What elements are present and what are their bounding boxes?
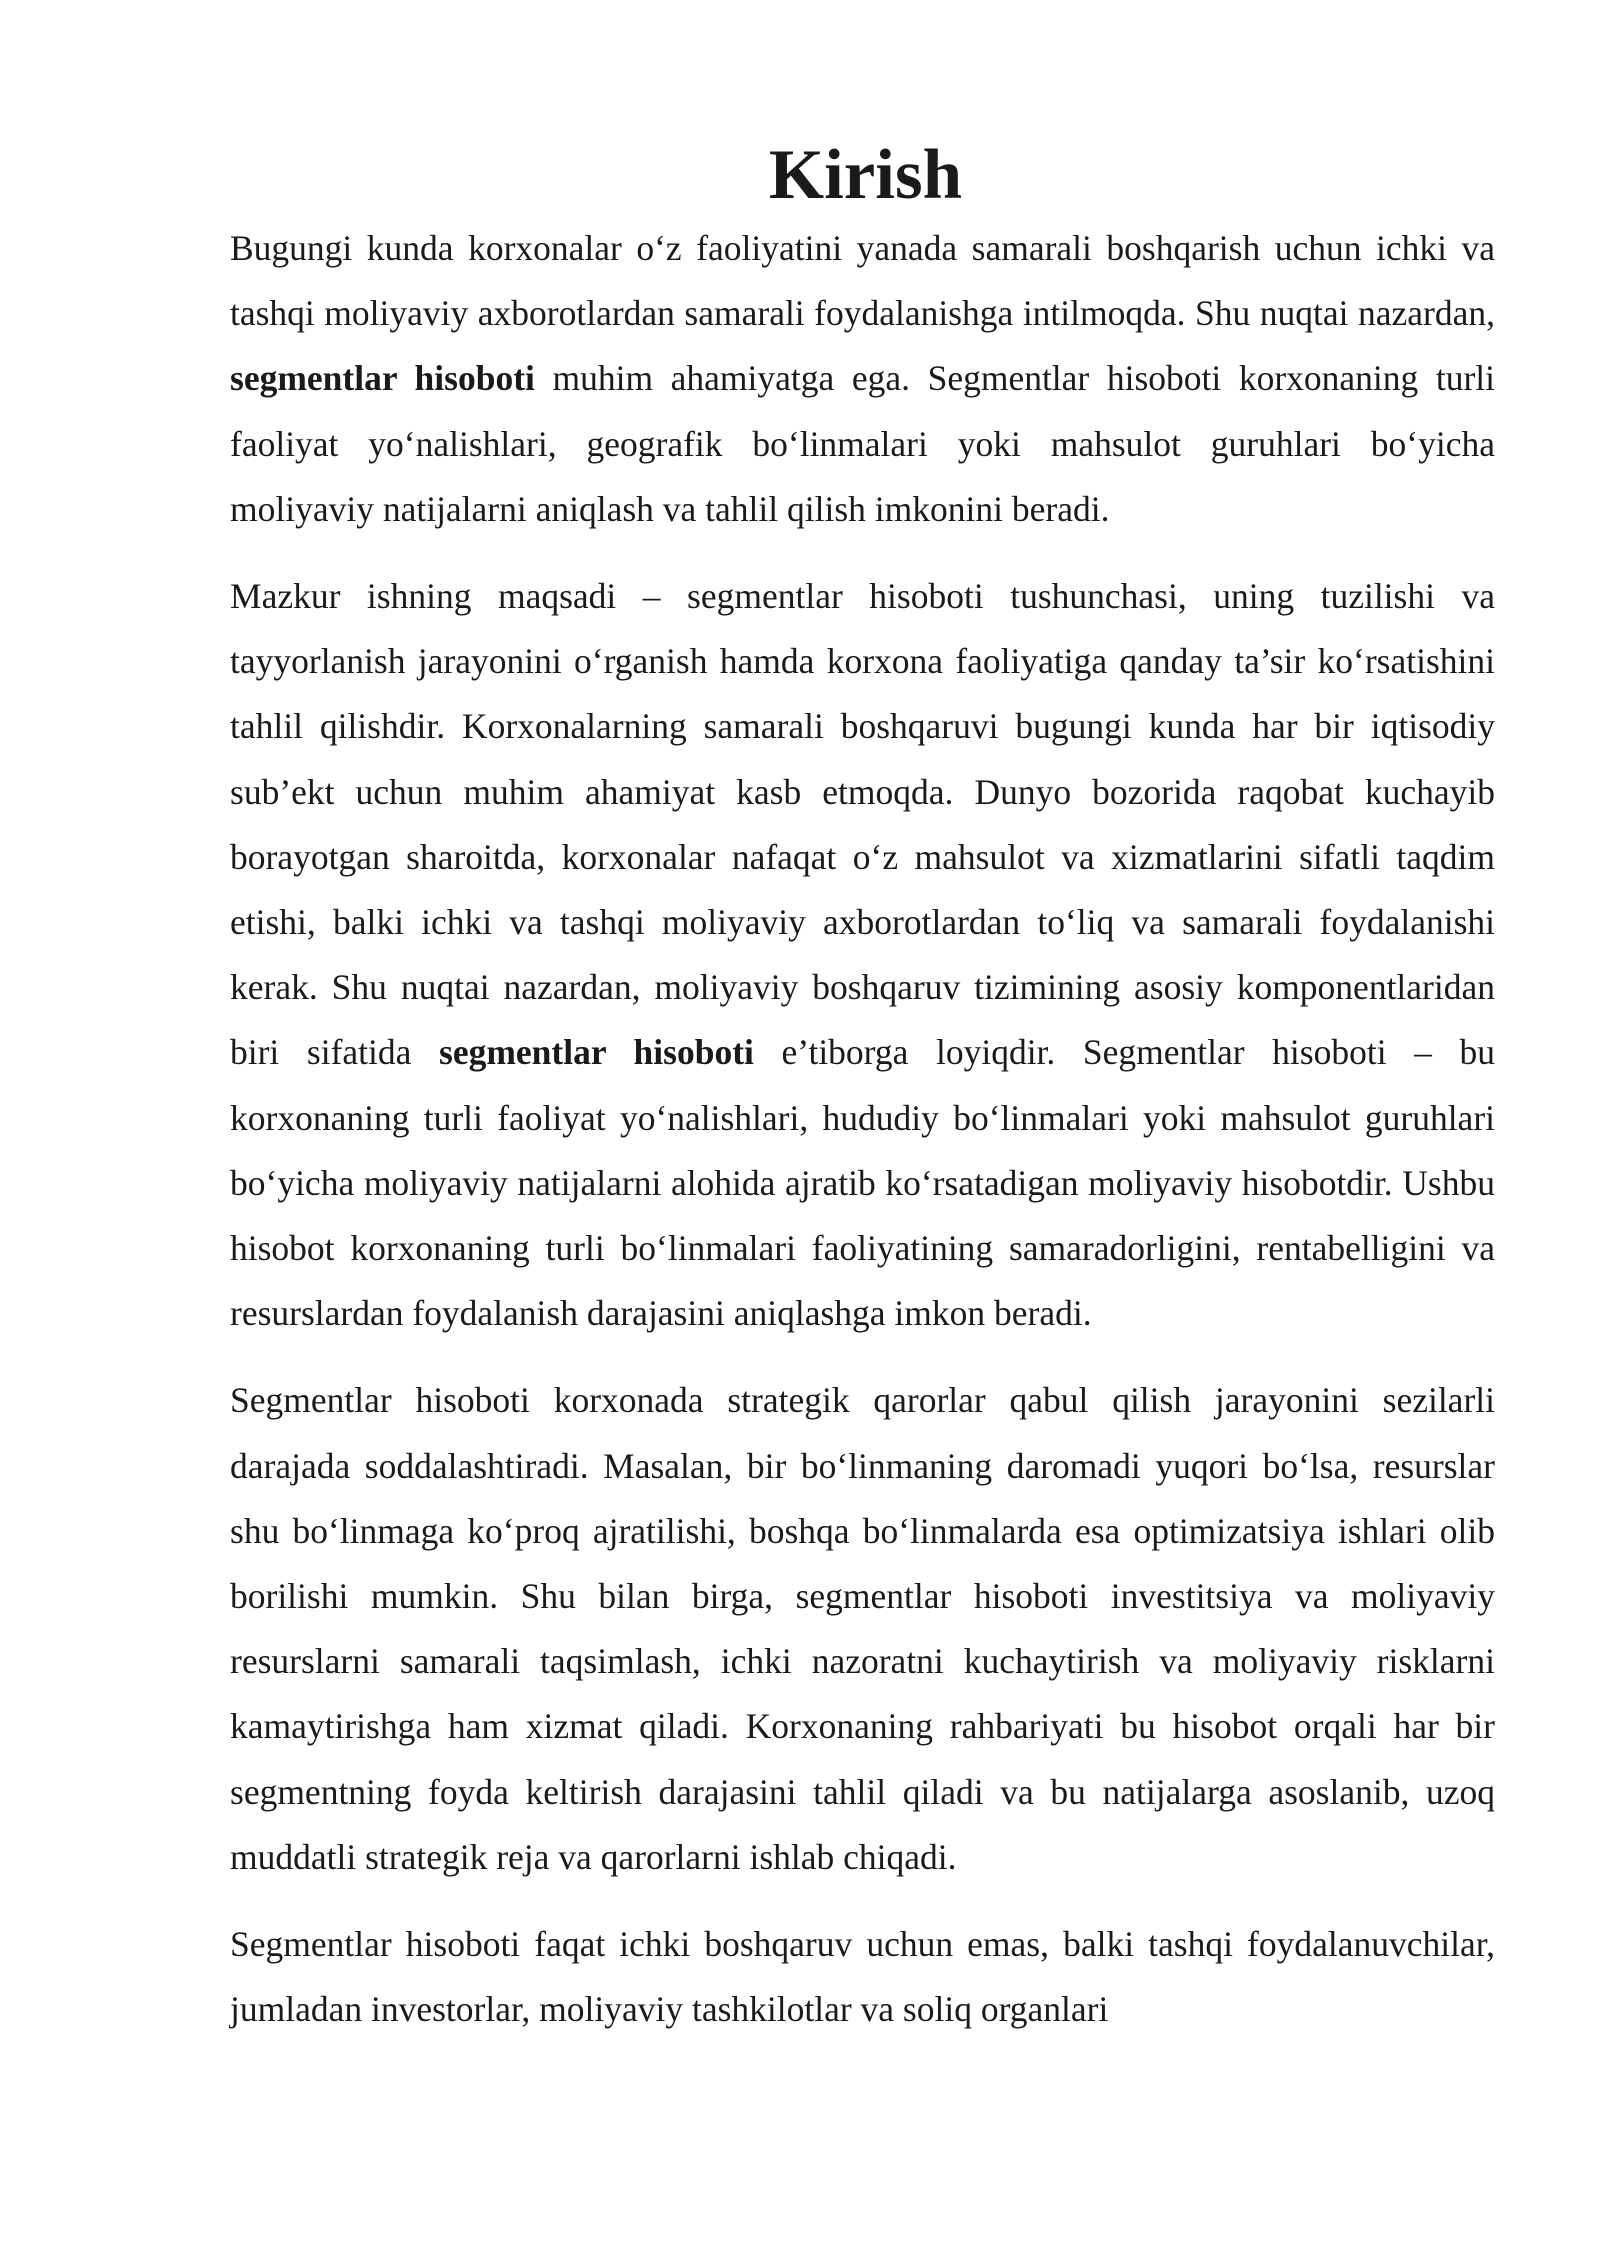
paragraph-text: Bugungi kunda korxonalar o‘z faoliyatini yanada samarali boshqarish uchun ichki va tashqi moliyaviy axborotlardan samarali foydalanishga intilmoqda. Shu nuqtai nazardan,	[230, 228, 1495, 334]
paragraph-text: Mazkur ishning maqsadi – segmentlar hisoboti tushunchasi, uning tuzilishi va tayyorlanish jarayonini o‘rganish hamda korxona faoliyatiga qanday ta’sir ko‘rsatishini tahlil qilishdir. Korxonalarning samarali boshqaruvi bugungi kunda har bir iqtisodiy sub’ekt uchun muhim ahamiyat kasb etmoqda. Dunyo bozorida raqobat kuchayib borayotgan sharoitda, korxonalar nafaqat o‘z mahsulot va xizmatlarini sifatli taqdim etishi, balki ichki va tashqi moliyaviy axborotlardan to‘liq va samarali foydalanishi kerak. Shu nuqtai nazardan, moliyaviy boshqaruv tizimining asosiy komponentlaridan biri sifatida	[230, 576, 1495, 1073]
paragraph-2	[230, 564, 1495, 1346]
paragraph-text: Segmentlar hisoboti faqat ichki boshqaruv uchun emas, balki tashqi foydalanuvchilar, jumladan investorlar, moliyaviy tashkilotlar va soliq organlari	[230, 1924, 1495, 2030]
paragraph-text: muhim ahamiyatga ega. Segmentlar hisoboti korxonaning turli faoliyat yo‘nalishlari, geografik bo‘linmalari yoki mahsulot guruhlari bo‘yicha moliyaviy natijalarni aniqlash va tahlil qilish imkonini beradi.	[230, 358, 1496, 529]
bold-term: segmentlar hisoboti	[230, 358, 535, 399]
page-title: Kirish	[768, 136, 963, 214]
document-body	[230, 136, 1496, 2042]
paragraph-4	[230, 1912, 1495, 2042]
paragraph-text: e’tiborga loyiqdir. Segmentlar hisoboti – bu korxonaning turli faoliyat yo‘nalishlari, hududiy bo‘linmalari yoki mahsulot guruhlari bo‘yicha moliyaviy natijalarni alohida ajratib ko‘rsatadigan moliyaviy hisobotdir. Ushbu hisobot korxonaning turli bo‘linmalari faoliyatining samaradorligini, rentabelligini va resurslardan foydalanish darajasini aniqlashga imkon beradi.	[230, 1032, 1496, 1334]
paragraph-3	[230, 1368, 1495, 1890]
paragraph-1	[230, 216, 1495, 542]
paragraph-text: Segmentlar hisoboti korxonada strategik qarorlar qabul qilish jarayonini sezilarli darajada soddalashtiradi. Masalan, bir bo‘linmaning daromadi yuqori bo‘lsa, resurslar shu bo‘linmaga ko‘proq ajratilishi, boshqa bo‘linmalarda esa optimizatsiya ishlari olib borilishi mumkin. Shu bilan birga, segmentlar hisoboti investitsiya va moliyaviy resurslarni samarali taqsimlash, ichki nazoratni kuchaytirish va moliyaviy risklarni kamaytirishga ham xizmat qiladi. Korxonaning rahbariyati bu hisobot orqali har bir segmentning foyda keltirish darajasini tahlil qiladi va bu natijalarga asoslanib, uzoq muddatli strategik reja va qarorlarni ishlab chiqadi.	[230, 1380, 1495, 1877]
bold-term: segmentlar hisoboti	[439, 1032, 754, 1073]
